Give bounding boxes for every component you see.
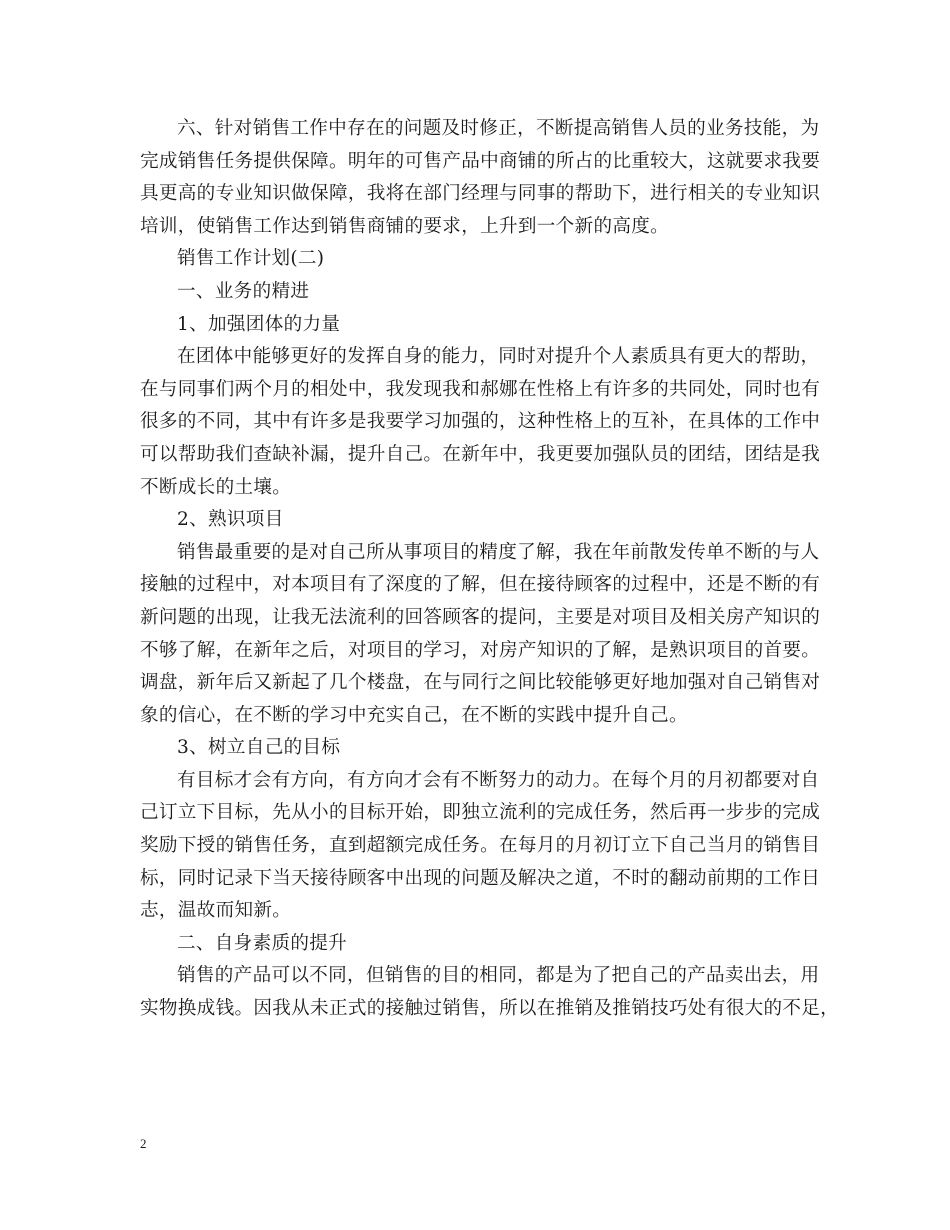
- paragraph-first-line: 销售工作计划(二): [177, 248, 325, 270]
- paragraph-line: 不够了解，在新年之后，对项目的学习，对房产知识的了解，是熟识项目的首要。: [140, 639, 821, 661]
- paragraph-first-line: 有目标才会有方向，有方向才会有不断努力的动力。在每个月的月初都要对自: [177, 769, 820, 791]
- paragraph-line: 新问题的出现，让我无法流利的回答顾客的提问，主要是对项目及相关房产知识的: [140, 606, 821, 628]
- paragraph-first-line: 销售的产品可以不同，但销售的目的相同，都是为了把自己的产品卖出去，用: [177, 965, 820, 987]
- paragraph-first-line: 六、针对销售工作中存在的问题及时修正，不断提高销售人员的业务技能，为: [177, 118, 820, 139]
- paragraph-line: 具更高的专业知识做保障，我将在部门经理与同事的帮助下，进行相关的专业知识: [140, 183, 821, 205]
- paragraph-line: 志，温故而知新。: [140, 900, 292, 922]
- paragraph-line: 调盘，新年后又新起了几个楼盘，在与同行之间比较能够更好地加强对自己销售对: [140, 672, 821, 694]
- document-body: [140, 113, 840, 1026]
- paragraph-line: 完成销售任务提供保障。明年的可售产品中商铺的所占的比重较大，这就要求我要: [140, 150, 821, 172]
- paragraph-first-line: 3、树立自己的目标: [177, 737, 341, 759]
- paragraph-line: 奖励下授的销售任务，直到超额完成任务。在每月的月初订立下自己当月的销售目: [140, 835, 821, 857]
- paragraph-first-line: 销售最重要的是对自己所从事项目的精度了解，我在年前散发传单不断的与人: [177, 541, 820, 563]
- paragraph-line: 标，同时记录下当天接待顾客中出现的问题及解决之道，不时的翻动前期的工作日: [140, 867, 821, 889]
- paragraph-line: 不断成长的土壤。: [140, 476, 292, 498]
- paragraph-line: 己订立下目标，先从小的目标开始，即独立流利的完成任务，然后再一步步的完成: [140, 802, 821, 824]
- paragraph-first-line: 在团体中能够更好的发挥自身的能力，同时对提升个人素质具有更大的帮助，: [177, 346, 820, 368]
- paragraph-first-line: 二、自身素质的提升: [177, 932, 348, 954]
- paragraph-line: 实物换成钱。因我从未正式的接触过销售，所以在推销及推销技巧处有很大的不足，: [140, 998, 840, 1020]
- paragraph-line: 接触的过程中，对本项目有了深度的了解，但在接待顾客的过程中，还是不断的有: [140, 574, 821, 596]
- paragraph-first-line: 2、熟识项目: [177, 509, 284, 531]
- paragraph-line: 培训，使销售工作达到销售商铺的要求，上升到一个新的高度。: [140, 215, 670, 237]
- paragraph-first-line: 1、加强团体的力量: [177, 313, 341, 335]
- paragraph-first-line: 一、业务的精进: [177, 280, 310, 302]
- paragraph-line: 在与同事们两个月的相处中，我发现我和郝娜在性格上有许多的共同处，同时也有: [140, 378, 821, 400]
- page-number: 2: [140, 1136, 147, 1151]
- paragraph-line: 象的信心，在不断的学习中充实自己，在不断的实践中提升自己。: [140, 704, 688, 726]
- paragraph-line: 可以帮助我们查缺补漏，提升自己。在新年中，我更要加强队员的团结，团结是我: [140, 443, 821, 465]
- paragraph-line: 很多的不同，其中有许多是我要学习加强的，这种性格上的互补，在具体的工作中: [140, 411, 821, 433]
